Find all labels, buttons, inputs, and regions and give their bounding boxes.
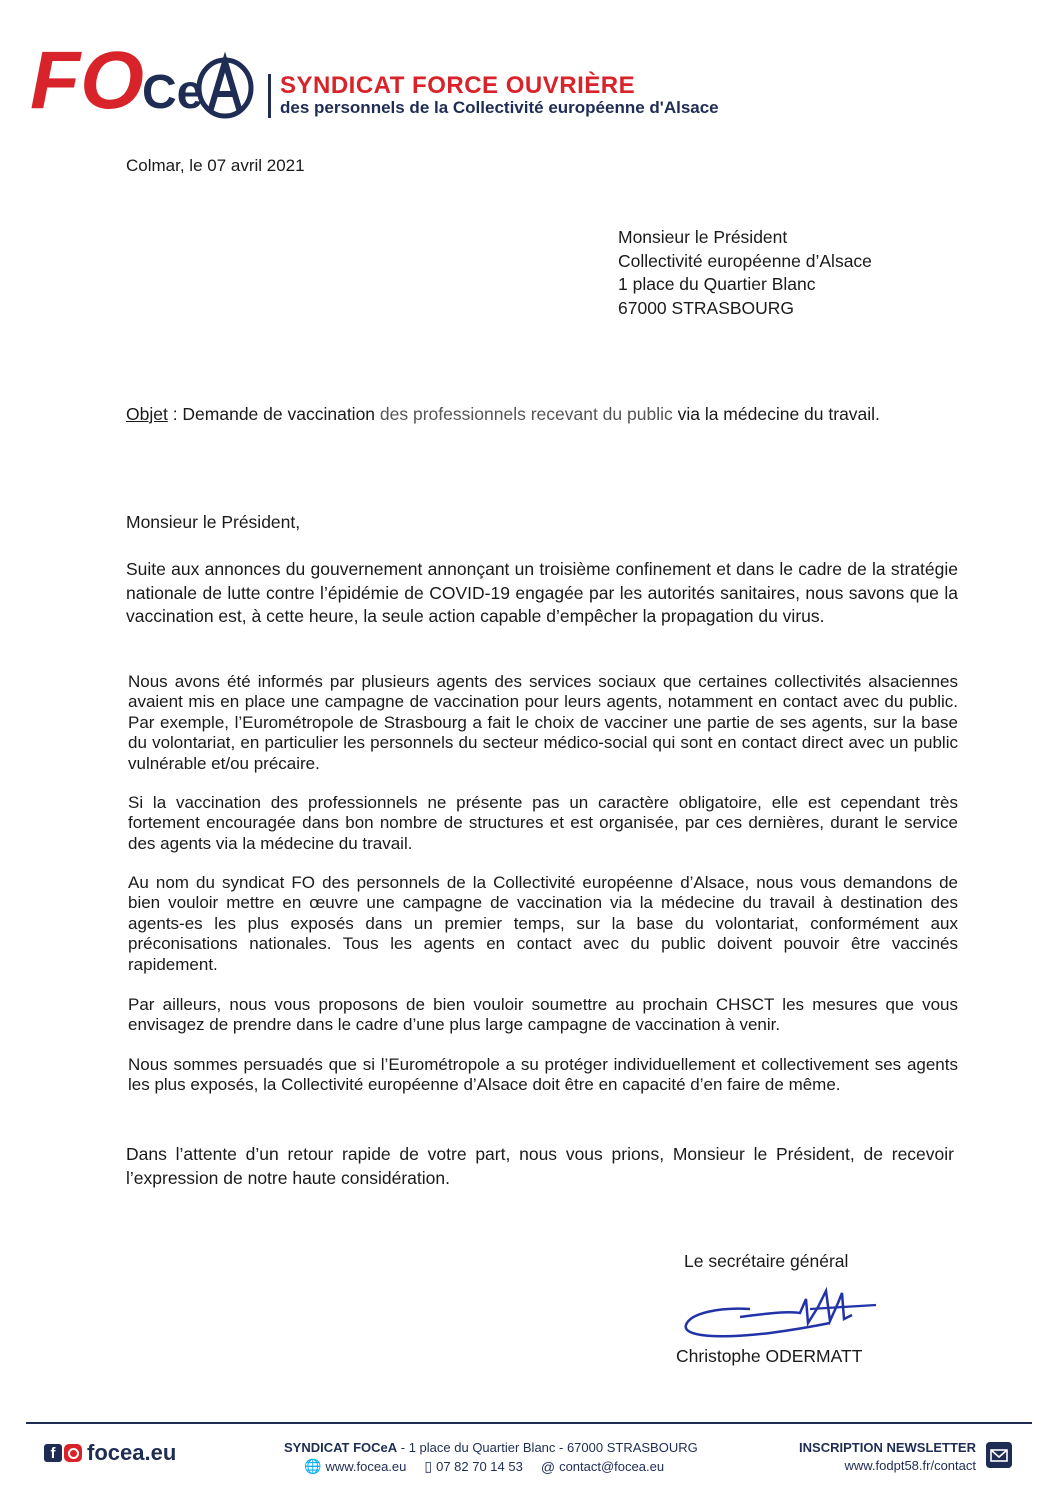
body-paragraph: Nous avons été informés par plusieurs agents des services sociaux que certaines collectivités alsaciennes avaient mis en place une campagne de vaccination pour leurs agents, notamment en contact avec du public. Par exemple, l’Eurométropole de Strasbourg a fait le choix de vacciner une partie de ses agents, sur la base du volontariat, en particulier les personnels du secteur médico-social qui sont en contact direct avec un public vulnérable et/ou précaire. (128, 672, 958, 773)
body-paragraph: Par ailleurs, nous vous proposons de bien vouloir soumettre au prochain CHSCT les mesures que vous envisagez de prendre dans le cadre d’une plus large campagne de vaccination à venir. (128, 995, 958, 1035)
footer-email[interactable]: contact@focea.eu (559, 1459, 665, 1474)
subject-highlight: des professionnels recevant du public (379, 404, 673, 424)
footer-address: - 1 place du Quartier Blanc - 67000 STRASBOURG (397, 1440, 698, 1455)
recipient-line: Collectivité européenne d’Alsace (618, 250, 872, 271)
at-icon: @ (540, 1458, 556, 1475)
recipient-address (618, 226, 872, 320)
salutation: Monsieur le Président, (126, 512, 301, 532)
svg-text:FO: FO (30, 35, 144, 120)
svg-text:Ce: Ce (142, 66, 204, 119)
recipient-line: 1 place du Quartier Blanc (618, 274, 816, 294)
subject-text: : Demande de vaccination (167, 404, 380, 424)
subject-label: Objet (126, 404, 168, 424)
footer-website[interactable]: www.focea.eu (325, 1459, 407, 1474)
closing-paragraph: Dans l’attente d’un retour rapide de votre part, nous vous prions, Monsieur le Président, de recevoir l’expression de notre haute considération. (126, 1144, 954, 1188)
subject-rest: via la médecine du travail. (672, 404, 880, 424)
phone-icon: ▯ (424, 1458, 433, 1474)
newsletter-url[interactable]: www.fodpt58.fr/contact (844, 1458, 976, 1473)
instagram-icon[interactable] (64, 1444, 82, 1462)
recipient-line: Monsieur le Président (618, 227, 788, 247)
body-paragraph: Au nom du syndicat FO des personnels de la Collectivité européenne d’Alsace, nous vous demandons de bien vouloir mettre en œuvre une campagne de vaccination via la médecine du travail à destination des agents-es les plus exposés dans un premier temps, sur la base du volontariat, conformément aux préconisations nationales. Tous les agents en contact avec du public doivent pouvoir être vaccinés rapidement. (128, 873, 958, 974)
org-name: SYNDICAT FORCE OUVRIÈRE (280, 72, 636, 99)
body-paragraph: Nous sommes persuadés que si l’Eurométropole a su protéger individuellement et collectivement ses agents les plus exposés, la Collectivité européenne d’Alsace doit être en capacité d’en faire de même. (128, 1055, 958, 1095)
focea-logo (30, 32, 255, 120)
footer-social (44, 1440, 176, 1466)
footer-phone[interactable]: 07 82 70 14 53 (436, 1459, 523, 1474)
subject-line (126, 403, 958, 427)
facebook-icon[interactable]: f (44, 1444, 62, 1462)
footer-divider (26, 1422, 1032, 1424)
signatory-name: Christophe ODERMATT (676, 1346, 863, 1366)
org-subtitle: des personnels de la Collectivité européenne d'Alsace (280, 98, 719, 117)
footer-org-label: SYNDICAT FOCeA (284, 1440, 398, 1455)
date-line: Colmar, le 07 avril 2021 (126, 156, 305, 175)
footer-newsletter (786, 1440, 976, 1473)
footer-contact (284, 1440, 724, 1475)
body-paragraph: Si la vaccination des professionnels ne présente pas un caractère obligatoire, elle est cependant très fortement encouragée dans bon nombre de structures et est organisée, par ces dernières, durant le service des agents via la médecine du travail. (128, 793, 958, 853)
site-brand[interactable]: focea.eu (87, 1440, 177, 1465)
signature-title: Le secrétaire général (684, 1251, 849, 1271)
body-paragraph: Suite aux annonces du gouvernement annonçant un troisième confinement et dans le cadre de la stratégie nationale de lutte contre l’épidémie de COVID-19 engagée par les autorités sanitaires, nous savons que la vaccination est, à cette heure, la seule action capable d’empêcher la propagation du virus. (126, 559, 958, 626)
globe-icon: 🌐 (304, 1458, 322, 1474)
newsletter-title: INSCRIPTION NEWSLETTER (799, 1440, 976, 1455)
recipient-line: 67000 STRASBOURG (618, 297, 795, 318)
mail-icon[interactable] (986, 1442, 1012, 1468)
handwritten-signature (680, 1283, 880, 1345)
header-divider (268, 74, 271, 118)
